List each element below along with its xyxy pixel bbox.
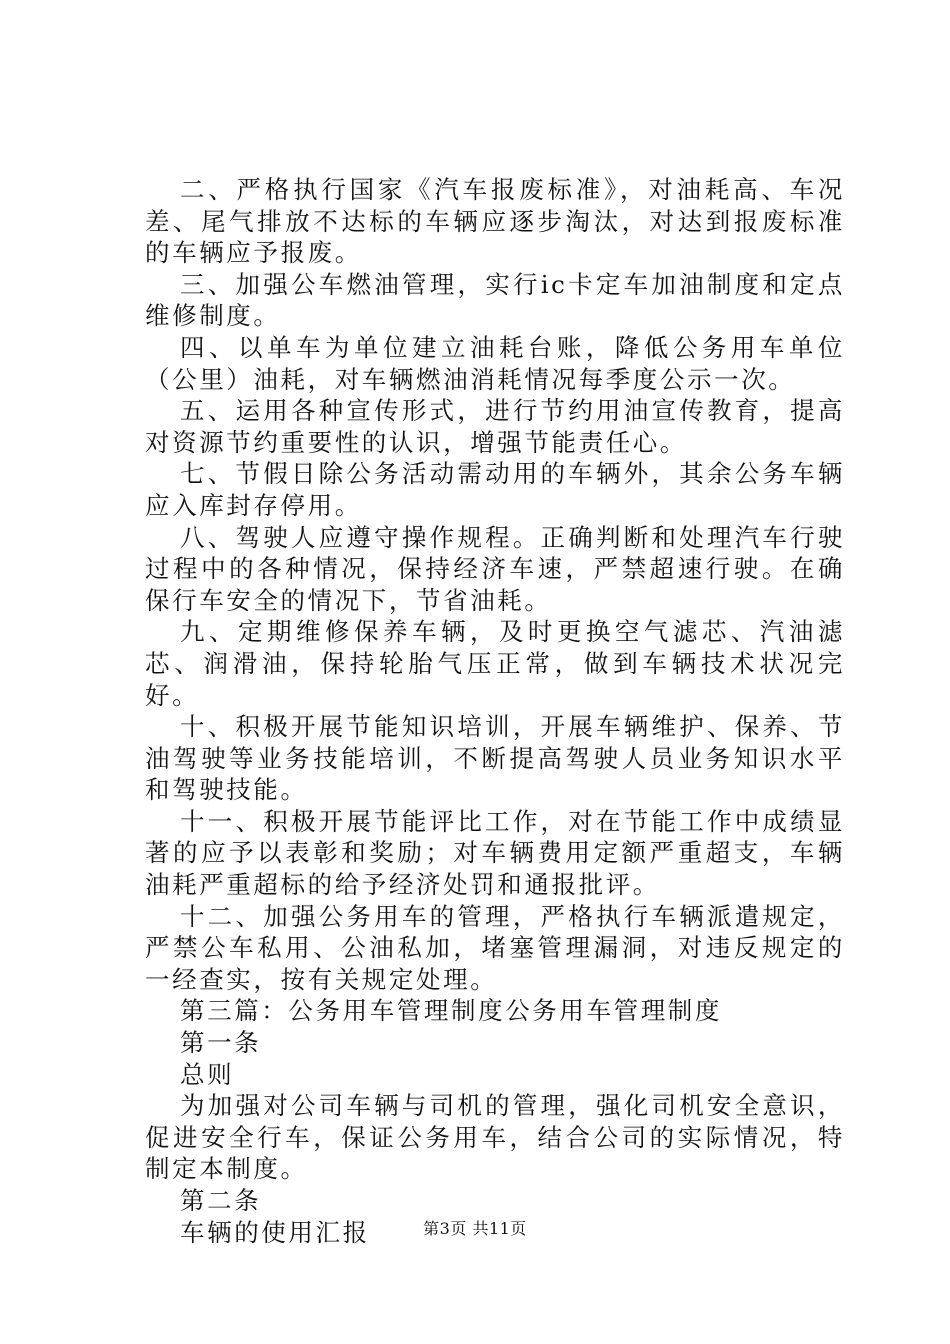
paragraph-9-maintenance: 九、定期维修保养车辆，及时更换空气滤芯、汽油滤芯、润滑油，保持轮胎气压正常，做到车辆技术状况完好。: [145, 617, 845, 710]
article-2-title: 车辆的使用汇报: [180, 1217, 370, 1247]
paragraph-2-scrap-standard: 二、严格执行国家《汽车报废标准》，对油耗高、车况差、尾气排放不达标的车辆应逐步淘汰，对达到报废标准的车辆应予报废。: [145, 175, 845, 268]
paragraph-3-fuel-management: 三、加强公车燃油管理，实行ic卡定车加油制度和定点维修制度。: [145, 269, 845, 331]
paragraph-10-training: 十、积极开展节能知识培训，开展车辆维护、保养、节油驾驶等业务技能培训，不断提高驾驶人员业务知识水平和驾驶技能。: [145, 712, 845, 805]
document-body: [145, 174, 845, 1248]
paragraph-8-driving-rules: 八、驾驶人应遵守操作规程。正确判断和处理汽车行驶过程中的各种情况，保持经济车速，严禁超速行驶。在确保行车安全的情况下，节省油耗。: [145, 522, 845, 615]
article-1-title: 总则: [180, 1059, 235, 1089]
paragraph-12-vehicle-management: 十二、加强公务用车的管理，严格执行车辆派遣规定，严禁公车私用、公油私加，堵塞管理漏洞，对违反规定的一经查实，按有关规定处理。: [145, 901, 845, 994]
article-2-heading: 第二条: [180, 1186, 262, 1215]
paragraph-5-publicity: 五、运用各种宣传形式，进行节约用油宣传教育，提高对资源节约重要性的认识，增强节能责任心。: [145, 396, 845, 457]
article-1-heading: 第一条: [180, 1028, 262, 1058]
paragraph-7-holiday-storage: 七、节假日除公务活动需动用的车辆外，其余公务车辆应入库封存停用。: [145, 459, 845, 520]
page-number-footer: 第3页 共11页: [423, 1219, 527, 1238]
section-heading-part-three: 第三篇：公务用车管理制度公务用车管理制度: [180, 996, 722, 1026]
paragraph-4-fuel-ledger: 四、以单车为单位建立油耗台账，降低公务用车单位（公里）油耗，对车辆燃油消耗情况每季度公示一次。: [145, 332, 845, 394]
paragraph-11-evaluation: 十一、积极开展节能评比工作，对在节能工作中成绩显著的应予以表彰和奖励；对车辆费用定额严重超支，车辆油耗严重超标的给予经济处罚和通报批评。: [145, 806, 845, 900]
article-1-body: 为加强对公司车辆与司机的管理，强化司机安全意识，促进安全行车，保证公务用车，结合公司的实际情况，特制定本制度。: [145, 1091, 845, 1184]
